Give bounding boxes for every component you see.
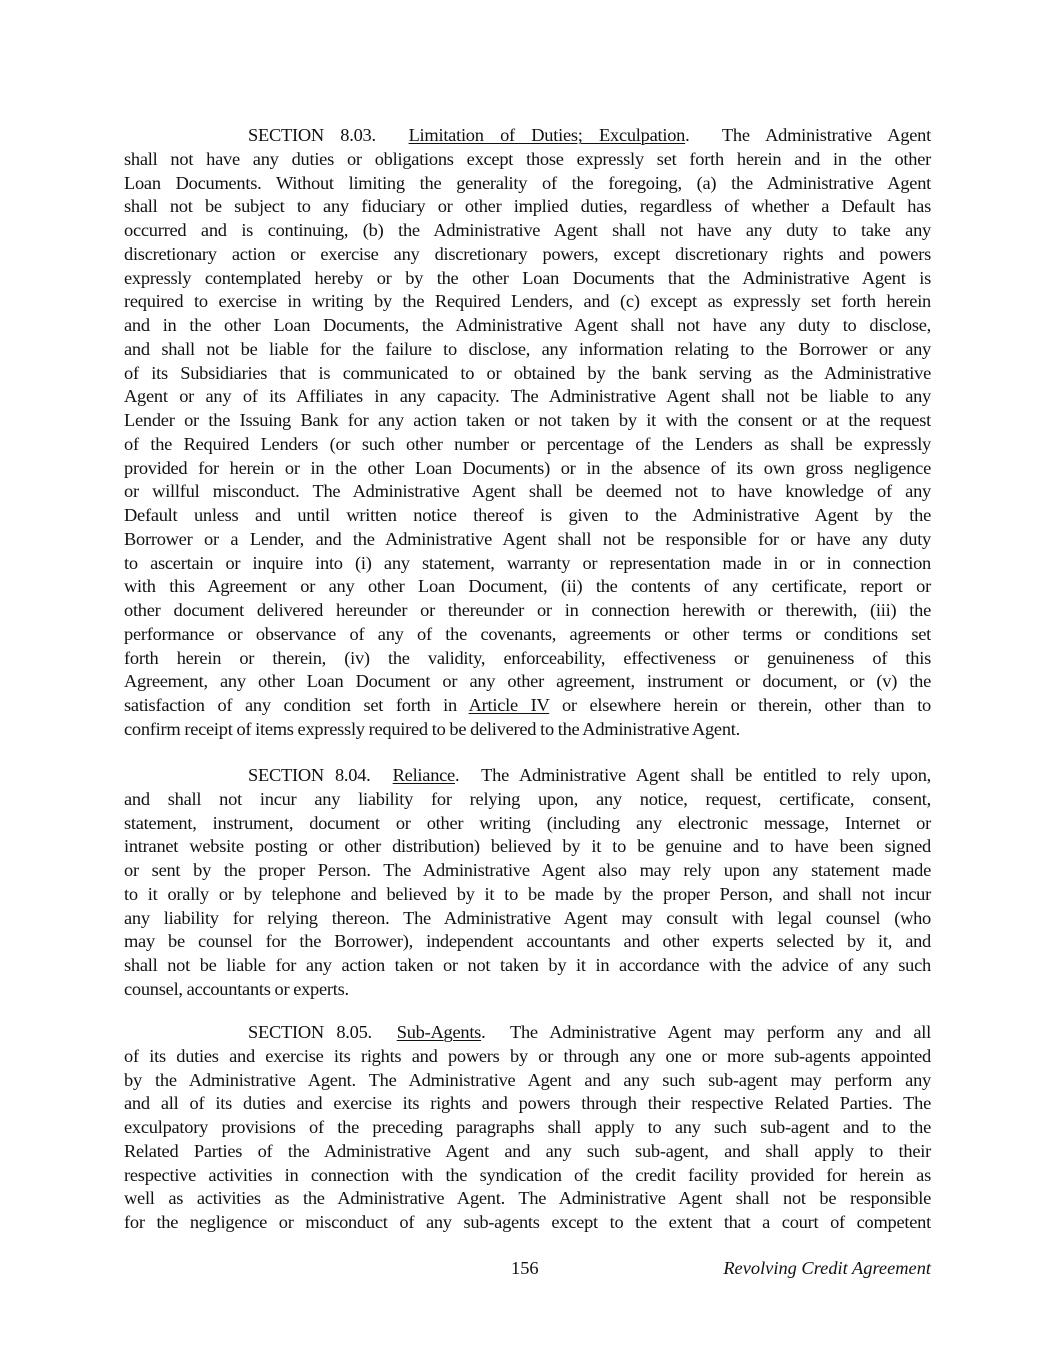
- paragraph-line: to ascertain or inquire into (i) any statement, warranty or representation made in or in connection: [124, 552, 931, 573]
- paragraph-line: occurred and is continuing, (b) the Administrative Agent shall not have any duty to take any: [124, 220, 931, 240]
- paragraph-line: performance or observance of any of the covenants, agreements or other terms or conditions set: [124, 623, 931, 644]
- paragraph-line: Agent or any of its Affiliates in any capacity. The Administrative Agent shall not be liable to any: [124, 386, 931, 407]
- paragraph-line: any liability for relying thereon. The Administrative Agent may consult with legal counsel (who: [124, 907, 931, 928]
- paragraph-line: and in the other Loan Documents, the Administrative Agent shall not have any duty to disclose,: [124, 315, 931, 335]
- paragraph-line: shall not have any duties or obligations except those expressly set forth herein and in the other: [124, 148, 931, 169]
- paragraph-line: of its Subsidiaries that is communicated to or obtained by the bank serving as the Administrative: [124, 362, 931, 383]
- paragraph-line: shall not be liable for any action taken or not taken by it in accordance with the advice of any such: [124, 955, 931, 975]
- paragraph-line: exculpatory provisions of the preceding paragraphs shall apply to any such sub-agent and to the: [124, 1117, 931, 1137]
- page-number: 156: [511, 1258, 539, 1278]
- paragraph-line: of the Required Lenders (or such other number or percentage of the Lenders as shall be expressly: [124, 433, 931, 454]
- paragraph-line: with this Agreement or any other Loan Document, (ii) the contents of any certificate, report or: [124, 576, 931, 597]
- paragraph-line: Related Parties of the Administrative Agent and any such sub-agent, and shall apply to their: [124, 1140, 931, 1161]
- section-heading-line: SECTION 8.03. Limitation of Duties; Exculpation. The Administrative Agent: [248, 125, 931, 145]
- paragraph-line: Default unless and until written notice thereof is given to the Administrative Agent by the: [124, 505, 931, 525]
- section-title: Sub-Agents: [396, 1022, 482, 1042]
- paragraph-line: Loan Documents. Without limiting the generality of the foregoing, (a) the Administrative Agent: [124, 172, 931, 193]
- paragraph-line: provided for herein or in the other Loan Documents) or in the absence of its own gross negligence: [124, 457, 931, 478]
- article-iv-link[interactable]: Article IV: [468, 695, 550, 715]
- section-number: SECTION 8.04.: [248, 765, 371, 785]
- paragraph-line: Borrower or a Lender, and the Administrative Agent shall not be responsible for or have any duty: [124, 528, 931, 549]
- section-heading-line: SECTION 8.05. Sub-Agents. The Administrative Agent may perform any and all: [248, 1022, 931, 1042]
- section-8-04: [124, 764, 931, 1002]
- paragraph-line: of its duties and exercise its rights and powers by or through any one or more sub-agents appointed: [124, 1045, 931, 1066]
- paragraph-line: and all of its duties and exercise its rights and powers through their respective Related Parties. The: [124, 1093, 931, 1114]
- section-title: Reliance: [392, 765, 455, 785]
- paragraph-line: may be counsel for the Borrower), independent accountants and other experts selected by it, and: [124, 931, 931, 952]
- paragraph-last-line: confirm receipt of items expressly required to be delivered to the Administrative Agent.: [124, 718, 740, 739]
- paragraph-line: discretionary action or exercise any discretionary powers, except discretionary rights and powers: [124, 243, 931, 264]
- section-number: SECTION 8.03.: [248, 125, 376, 145]
- paragraph-line: and shall not be liable for the failure to disclose, any information relating to the Borrower or any: [124, 338, 931, 359]
- paragraph-line: or sent by the proper Person. The Administrative Agent also may rely upon any statement made: [124, 860, 931, 880]
- paragraph-line: forth herein or therein, (iv) the validity, enforceability, effectiveness or genuineness of this: [124, 647, 931, 668]
- paragraph-line: shall not be subject to any fiduciary or other implied duties, regardless of whether a Default has: [124, 196, 931, 217]
- paragraph-line: well as activities as the Administrative Agent. The Administrative Agent shall not be responsible: [124, 1188, 931, 1209]
- paragraph-line: for the negligence or misconduct of any sub-agents except to the extent that a court of competent: [124, 1212, 931, 1232]
- footer-document-title: Revolving Credit Agreement: [723, 1258, 931, 1278]
- paragraph-line: Agreement, any other Loan Document or any other agreement, instrument or document, or (v) the: [124, 671, 931, 692]
- paragraph-line: respective activities in connection with the syndication of the credit facility provided for herein as: [124, 1164, 931, 1185]
- paragraph-line: required to exercise in writing by the Required Lenders, and (c) except as expressly set forth herein: [124, 291, 931, 312]
- paragraph-line: intranet website posting or other distribution) believed by it to be genuine and to have been signed: [124, 836, 931, 857]
- paragraph-line-with-link: satisfaction of any condition set forth in Article IV or elsewhere herein or therein, other than to: [124, 695, 931, 715]
- paragraph-line: by the Administrative Agent. The Administrative Agent and any such sub-agent may perform any: [124, 1069, 931, 1090]
- section-heading-line: SECTION 8.04. Reliance. The Administrative Agent shall be entitled to rely upon,: [248, 765, 932, 785]
- section-title: Limitation of Duties; Exculpation: [408, 125, 686, 145]
- paragraph-last-line: counsel, accountants or experts.: [124, 978, 349, 999]
- section-number: SECTION 8.05.: [248, 1022, 372, 1042]
- paragraph-line: to it orally or by telephone and believed by it to be made by the proper Person, and shall not incur: [124, 883, 931, 904]
- paragraph-line: or willful misconduct. The Administrative Agent shall be deemed not to have knowledge of any: [124, 481, 931, 502]
- paragraph-line: Lender or the Issuing Bank for any action taken or not taken by it with the consent or at the request: [124, 410, 931, 430]
- paragraph-line: other document delivered hereunder or thereunder or in connection herewith or therewith, (iii) the: [124, 600, 931, 620]
- paragraph-line: and shall not incur any liability for relying upon, any notice, request, certificate, consent,: [124, 788, 931, 809]
- paragraph-line: expressly contemplated hereby or by the other Loan Documents that the Administrative Agent is: [124, 267, 931, 288]
- section-8-03: [124, 124, 931, 742]
- paragraph-line: statement, instrument, document or other writing (including any electronic message, Internet or: [124, 812, 931, 833]
- section-8-05: [124, 1021, 931, 1235]
